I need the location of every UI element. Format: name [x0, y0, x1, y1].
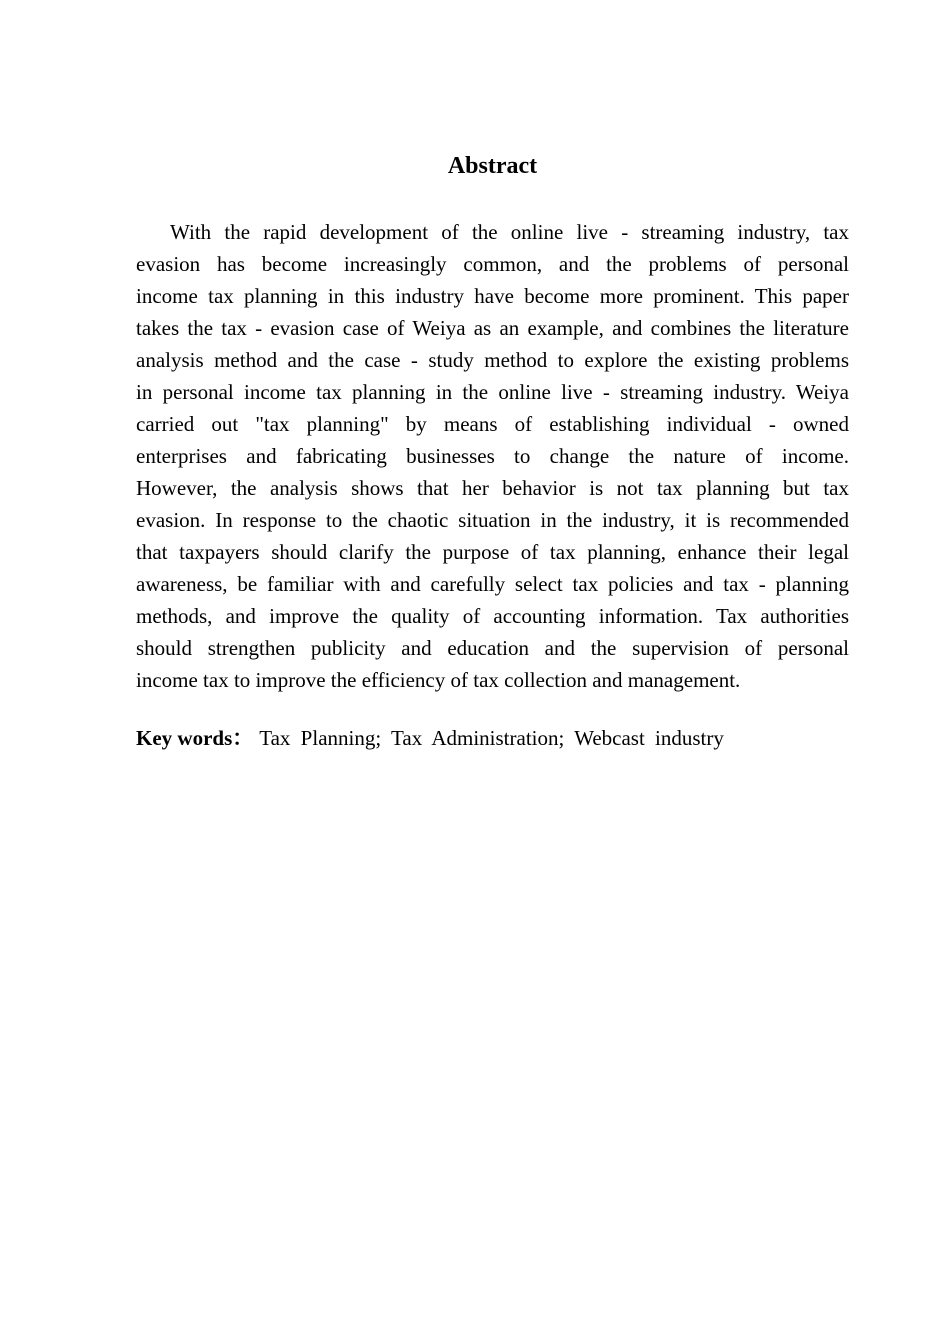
abstract-line: income tax planning in this industry have become more prominent. This paper	[136, 284, 849, 308]
abstract-line: in personal income tax planning in the online live - streaming industry. Weiya	[136, 380, 849, 404]
abstract-title: Abstract	[447, 153, 538, 179]
abstract-line: enterprises and fabricating businesses to change the nature of income.	[136, 444, 849, 468]
keywords-label: Key words：	[136, 726, 254, 750]
abstract-line: analysis method and the case - study method to explore the existing problems	[136, 348, 849, 372]
abstract-line: However, the analysis shows that her behavior is not tax planning but tax	[136, 476, 849, 500]
abstract-line: carried out "tax planning" by means of establishing individual - owned	[136, 412, 849, 436]
abstract-line: evasion has become increasingly common, and the problems of personal	[136, 252, 849, 276]
keywords-text: Tax Planning; Tax Administration; Webcast industry	[259, 726, 724, 750]
abstract-paragraph	[136, 216, 849, 696]
abstract-line: takes the tax - evasion case of Weiya as an example, and combines the literature	[136, 316, 849, 340]
abstract-line: evasion. In response to the chaotic situation in the industry, it is recommended	[136, 508, 849, 532]
abstract-line: that taxpayers should clarify the purpose of tax planning, enhance their legal	[136, 540, 849, 564]
abstract-line: With the rapid development of the online live - streaming industry, tax	[170, 220, 849, 244]
abstract-line: methods, and improve the quality of accounting information. Tax authorities	[136, 604, 849, 628]
abstract-line: income tax to improve the efficiency of tax collection and management.	[136, 668, 741, 692]
abstract-line: should strengthen publicity and education and the supervision of personal	[136, 636, 849, 660]
abstract-line: awareness, be familiar with and carefully select tax policies and tax - planning	[136, 572, 849, 596]
keywords-line	[136, 722, 849, 754]
